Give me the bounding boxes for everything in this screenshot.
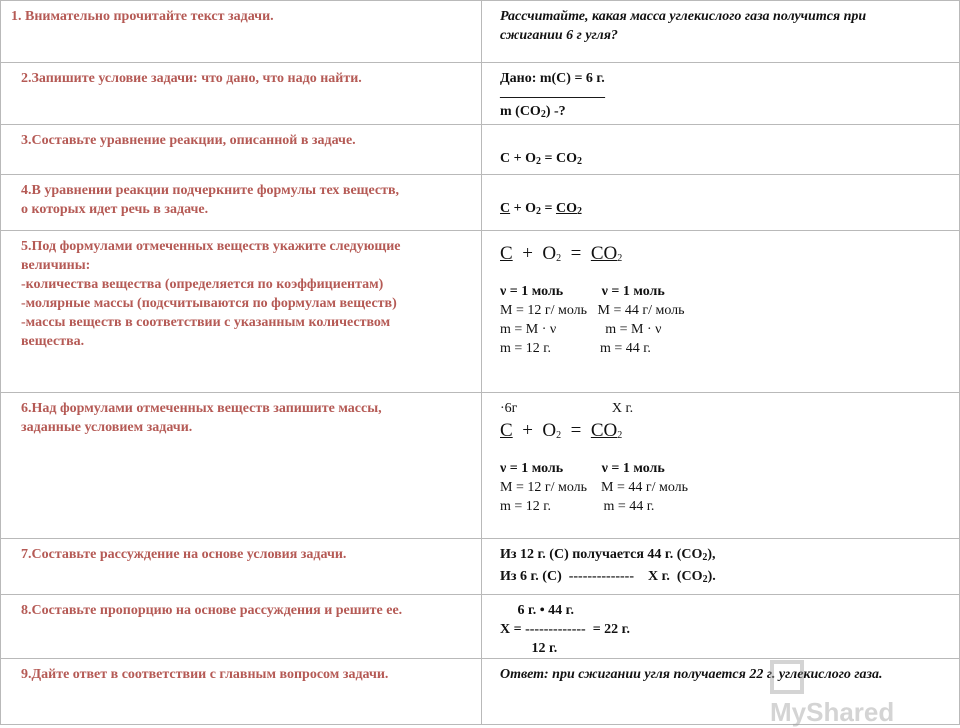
reasoning-line: Из 12 г. (С) получается 44 г. $(СО_2)$, [500, 547, 716, 563]
logo-square-icon [770, 660, 804, 694]
answer-cell: Дано: m(C) = 6 г. _______________ m $(CO_2)$ -? [482, 63, 960, 125]
separator-line: _______________ [500, 85, 605, 100]
step-cell [1, 393, 482, 539]
step-cell [1, 175, 482, 231]
step-text: 4.В уравнении реакции подчеркните формулы тех веществ, [21, 183, 400, 198]
given-masses: ·6г Х г. [500, 401, 634, 416]
step-cell [1, 659, 482, 725]
step-text: 3.Составьте уравнение реакции, описанной в задаче. [21, 133, 356, 148]
answer-cell [482, 539, 960, 595]
step-cell [1, 539, 482, 595]
calc-line: m = 12 г. m = 44 г. [500, 499, 655, 514]
answer-cell [482, 175, 960, 231]
proportion-line: 12 г. [500, 641, 558, 656]
step-cell [1, 1, 482, 63]
table-row [1, 175, 960, 231]
step-text: величины: [21, 258, 91, 273]
problem-line: сжигании 6 г угля? [500, 28, 618, 43]
answer-cell [482, 1, 960, 63]
underlined-equation: $С + О_2 = СО_2$ [500, 201, 582, 217]
step-text: 8.Составьте пропорцию на основе рассуждения и решите ее. [21, 603, 403, 618]
proportion-line: 6 г. • 44 г. [500, 603, 574, 618]
calc-line: М = 12 г/ моль М = 44 г/ моль [500, 480, 689, 495]
step-cell [1, 595, 482, 659]
final-answer: Ответ: при сжигании угля получается 22 г. углекислого газа. [500, 667, 883, 682]
step-cell [1, 63, 482, 125]
answer-cell [482, 393, 960, 539]
proportion-line: Х = ------------- = 22 г. [500, 622, 630, 637]
table-row [1, 595, 960, 659]
find-text: m (CO [500, 104, 541, 119]
answer-cell [482, 125, 960, 175]
step-text: 1. Внимательно прочитайте текст задачи. [11, 9, 274, 24]
step-text: заданные условием задачи. [21, 420, 193, 435]
table-row [1, 393, 960, 539]
reaction-equation: $С + О_2 = СО_2$ [500, 420, 623, 441]
reasoning-line: Из 6 г. (С) -------------- Х г. $(СО_2)$. [500, 569, 716, 585]
step-text: 7.Составьте рассуждение на основе условия задачи. [21, 547, 347, 562]
step-text: 5.Под формулами отмеченных веществ укажите следующие [21, 239, 401, 254]
step-cell [1, 231, 482, 393]
calc-line: ν = 1 моль ν = 1 моль [500, 461, 665, 476]
problem-line: Рассчитайте, какая масса углекислого газа получится при [500, 9, 867, 24]
step-text: 6.Над формулами отмеченных веществ запишите массы, [21, 401, 382, 416]
answer-cell [482, 595, 960, 659]
calc-line: М = 12 г/ моль М = 44 г/ моль [500, 303, 685, 318]
calc-line: ν = 1 моль ν = 1 моль [500, 284, 665, 299]
step-text: о которых идет речь в задаче. [21, 202, 209, 217]
table-row [1, 539, 960, 595]
reaction-equation: $С + О_2 = СО_2$ [500, 151, 582, 167]
table-row [1, 231, 960, 393]
table-row [1, 125, 960, 175]
table-row [1, 1, 960, 63]
calc-line: m = 12 г. m = 44 г. [500, 341, 651, 356]
step-text: -количества вещества (определяется по коэффициентам) [21, 277, 384, 292]
step-text: 9.Дайте ответ в соответствии с главным вопросом задачи. [21, 667, 389, 682]
given-text: Дано: m(C) = 6 г. [500, 71, 605, 86]
step-cell [1, 125, 482, 175]
step-text: -массы веществ в соответствии с указанным количеством [21, 315, 391, 330]
step-text: 2.Запишите условие задачи: что дано, что надо найти. [21, 71, 362, 86]
calc-line: m = M · ν m = M · ν [500, 322, 662, 337]
table-row [1, 63, 960, 125]
answer-cell [482, 231, 960, 393]
reaction-equation: $С + О_2 = СО_2$ [500, 243, 623, 264]
step-text: -молярные массы (подсчитываются по формулам веществ) [21, 296, 397, 311]
step-text: вещества. [21, 334, 85, 349]
watermark-logo: MyShared [770, 660, 920, 696]
